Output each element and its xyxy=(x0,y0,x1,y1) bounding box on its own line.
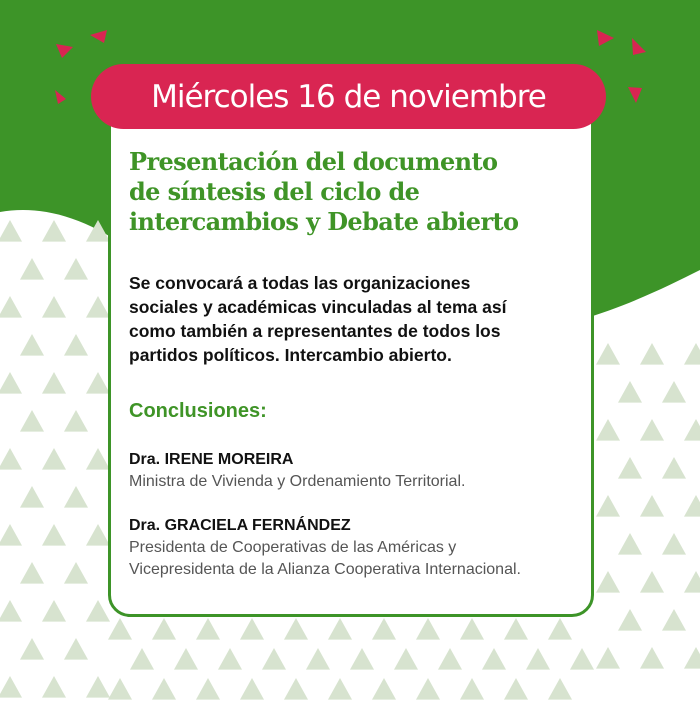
speaker-role xyxy=(129,471,579,493)
speaker-role-line: Vicepresidenta de la Alianza Cooperativa Internacional. xyxy=(129,561,521,578)
speaker-block xyxy=(129,449,579,493)
description-line: como también a representantes de todos los xyxy=(129,321,501,341)
event-title-line: de síntesis del ciclo de xyxy=(129,177,420,206)
description-line: Se convocará a todas las organizaciones xyxy=(129,273,471,293)
speaker-role xyxy=(129,537,579,581)
speaker-name: Dra. GRACIELA FERNÁNDEZ xyxy=(129,517,351,534)
description-line: sociales y académicas vinculadas al tema así xyxy=(129,297,507,317)
event-description xyxy=(129,271,549,367)
speaker-name: Dra. IRENE MOREIRA xyxy=(129,451,294,468)
conclusions-heading: Conclusiones: xyxy=(129,400,267,422)
speaker-block xyxy=(129,515,579,581)
date-banner xyxy=(91,64,606,129)
event-title-line: Presentación del documento xyxy=(129,147,498,176)
speaker-role-line: Presidenta de Cooperativas de las Américas y xyxy=(129,539,457,556)
date-text: Miércoles 16 de noviembre xyxy=(151,78,546,115)
event-title xyxy=(129,147,579,237)
description-line: partidos políticos. Intercambio abierto. xyxy=(129,345,452,365)
speaker-role-line: Ministra de Vivienda y Ordenamiento Territorial. xyxy=(129,473,466,490)
event-title-line: intercambios y Debate abierto xyxy=(129,207,519,236)
